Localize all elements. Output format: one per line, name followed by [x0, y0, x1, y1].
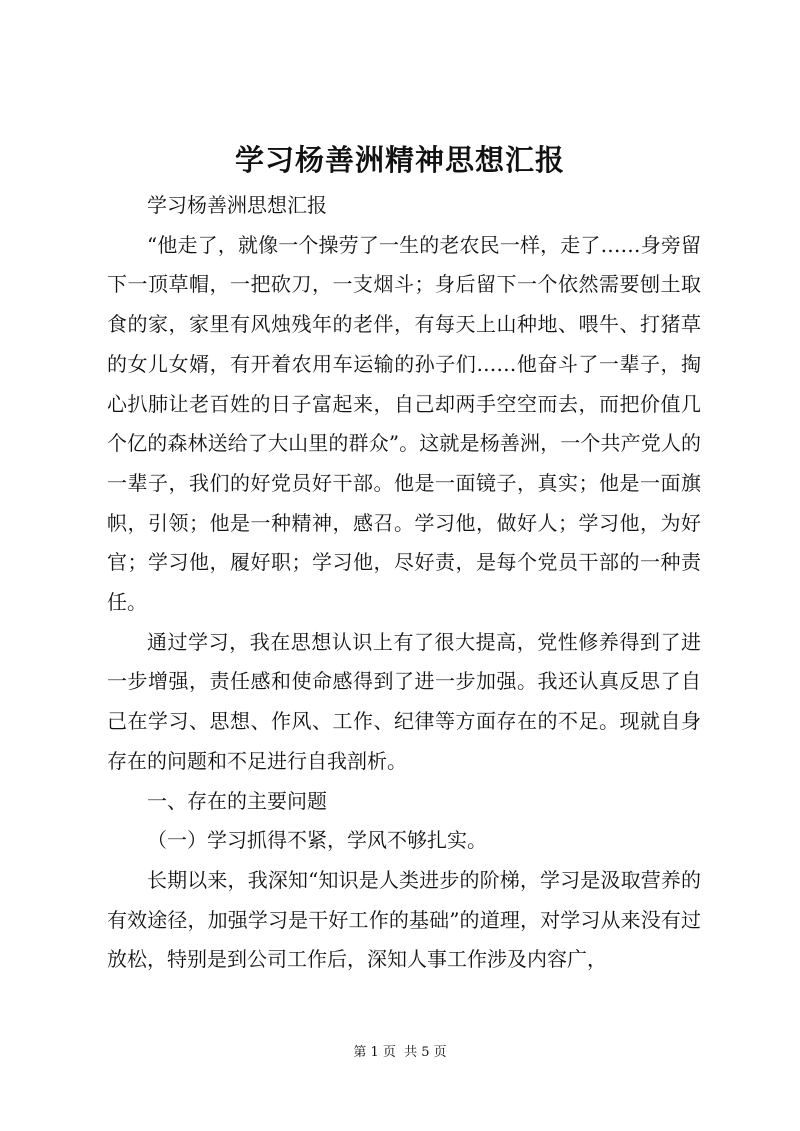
- page-footer: [0, 1043, 800, 1063]
- paragraph-quote: “他走了，就像一个操劳了一生的老农民一样，走了……身旁留下一顶草帽，一把砍刀，一支烟斗；身后留下一个依然需要刨土取食的家，家里有风烛残年的老伴，有每天上山种地、喂牛、打猪草的女儿女婿，有开着农用车运输的孙子们……他奋斗了一辈子，掏心扒肺让老百姓的日子富起来，自己却两手空空而去，而把价值几个亿的森林送给了大山里的群众”。这就是杨善洲，一个共产党人的一辈子，我们的好党员好干部。他是一面镜子，真实；他是一面旗帜，引领；他是一种精神，感召。学习他，做好人；学习他，为好官；学习他，履好职；学习他，尽好责，是每个党员干部的一种责任。: [107, 232, 701, 615]
- document-title: 学习杨善洲精神思想汇报: [234, 143, 565, 177]
- document-body: [107, 186, 701, 980]
- paragraph-study: 长期以来，我深知“知识是人类进步的阶梯，学习是汲取营养的有效途径，加强学习是干好工作的基础”的道理，对学习从来没有过放松，特别是到公司工作后，深知人事工作涉及内容广，: [107, 867, 701, 972]
- section-heading: 一、存在的主要问题: [147, 788, 327, 813]
- page-total: 共 5 页: [404, 1045, 447, 1060]
- paragraph-subtitle: 学习杨善洲思想汇报: [147, 193, 327, 217]
- paragraph-reflection: 通过学习，我在思想认识上有了很大提高，党性修养得到了进一步增强，责任感和使命感得到了进一步加强。我还认真反思了自己在学习、思想、作风、工作、纪律等方面存在的不足。现就自身存在的问题和不足进行自我剖析。: [107, 629, 701, 773]
- subsection-heading: （一）学习抓得不紧，学风不够扎实。: [147, 828, 487, 853]
- page-number: 第 1 页: [353, 1045, 396, 1060]
